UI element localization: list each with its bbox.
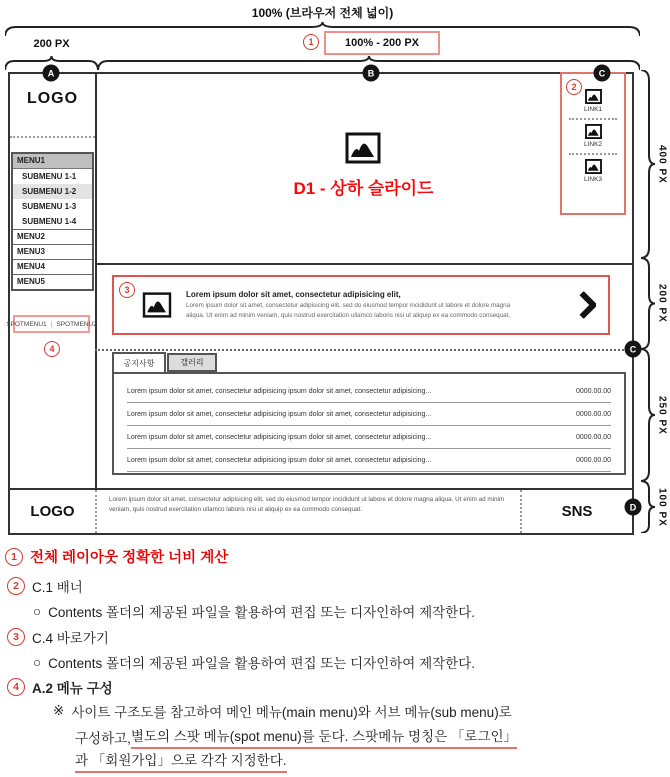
note-marker-1: 1 [5, 548, 23, 566]
logo-divider [10, 136, 95, 138]
note-underlined-text: 과 「회원가입」으로 각각 지정한다. [75, 749, 287, 773]
row-text: Lorem ipsum dolor sit amet, consectetur adipisicing ipsum dolor sit amet, consectetur adipisicing... [127, 387, 432, 395]
badge-d: D [625, 499, 642, 516]
footer [10, 490, 632, 533]
note-1 [5, 546, 228, 567]
board-row[interactable] [127, 449, 611, 472]
banner-content [142, 277, 521, 333]
note-4-detail-line1 [53, 701, 512, 721]
row-text: Lorem ipsum dolor sit amet, consectetur adipisicing ipsum dolor sit amet, consectetur adipisicing... [127, 410, 432, 418]
banner-body: Lorem ipsum dolor sit amet, consectetur adipisicing elit, sed do eiusmod tempor incididunt ut labore et dolore magna aliqua. Ut enim ad minim veniam, quis nostrud exercitation ullamco laboris nisi ut aliquip ex ea commodo consequat. [186, 302, 511, 319]
banner-links-box [560, 72, 626, 215]
note-text: A.2 메뉴 구성 [32, 681, 113, 696]
slide-caption: D1 - 상하 슬라이드 [293, 179, 434, 198]
banner-title: Lorem ipsum dolor sit amet, consectetur adipisicing elit, [186, 290, 401, 300]
height-label-200: 200 PX [656, 284, 668, 323]
row-date: 0000.00.00 [575, 456, 611, 464]
note-underlined-text: 별도의 스팟 메뉴(spot menu)를 둔다. 스팟메뉴 명칭은 「로그인」 [131, 725, 517, 749]
content-width-label: 100% - 200 PX [324, 31, 440, 55]
menu-item-5[interactable]: MENU5 [13, 274, 92, 289]
row-date: 0000.00.00 [575, 387, 611, 395]
link2-image-icon [585, 124, 602, 139]
tab-notice[interactable]: 공지사항 [112, 352, 166, 372]
spot-menu-join[interactable]: SPOTMENU2 [56, 320, 97, 328]
brace-250px [641, 349, 655, 481]
note-4-detail-line3 [75, 749, 287, 773]
link-item-3[interactable] [562, 156, 624, 187]
sidebar-width-label: 200 PX [33, 38, 70, 50]
note-marker-4: 4 [7, 678, 25, 696]
note-bullet: ○ [33, 603, 42, 619]
tab-gallery[interactable]: 갤러리 [167, 353, 217, 372]
link3-image-icon [585, 159, 602, 174]
menu-item-1[interactable]: MENU1 [13, 154, 92, 169]
note-marker-2: 2 [7, 577, 25, 595]
board-list [112, 372, 626, 475]
board-row[interactable] [127, 380, 611, 403]
marker-1: 1 [303, 34, 319, 50]
link-label: LINK1 [583, 106, 603, 113]
note-bullet: ○ [33, 654, 42, 670]
layout-wireframe [8, 72, 634, 535]
chevron-right-icon[interactable] [579, 292, 596, 319]
spot-menu-login[interactable]: SPOTMENU1 [6, 320, 47, 328]
link-divider [569, 153, 617, 155]
note-3 [7, 627, 109, 647]
link1-image-icon [585, 89, 602, 104]
note-text: Contents 폴더의 제공된 파일을 활용하여 편집 또는 디자인하여 제작한다. [48, 605, 476, 620]
note-text: C.4 바로가기 [32, 631, 109, 646]
link-label: LINK2 [583, 141, 603, 148]
height-label-400: 400 PX [656, 144, 668, 184]
link-item-2[interactable] [562, 121, 624, 152]
marker-4: 4 [44, 341, 60, 357]
note-3-detail [33, 652, 475, 672]
note-marker-3: 3 [7, 628, 25, 646]
note-text: 사이트 구조도를 참고하여 메인 메뉴(main menu)와 서브 메뉴(sub menu)로 [71, 705, 512, 720]
menu-item-2[interactable]: MENU2 [13, 229, 92, 244]
board-tabs [112, 352, 217, 372]
menu-item-3[interactable]: MENU3 [13, 244, 92, 259]
row-text: Lorem ipsum dolor sit amet, consectetur adipisicing ipsum dolor sit amet, consectetur adipisicing... [127, 433, 432, 441]
banner-image-icon [142, 292, 172, 318]
submenu-item-1-4[interactable]: SUBMENU 1-4 [13, 214, 92, 229]
marker-2: 2 [566, 79, 582, 95]
note-text: Contents 폴더의 제공된 파일을 활용하여 편집 또는 디자인하여 제작한다. [48, 656, 476, 671]
board-row[interactable] [127, 426, 611, 449]
badge-a: A [43, 65, 60, 82]
note-2 [7, 576, 83, 596]
note-text: 전체 레이아웃 정확한 너비 계산 [30, 550, 229, 566]
note-text: 구성하고, [75, 731, 131, 746]
footer-text: Lorem ipsum dolor sit amet, consectetur adipisicing elit, sed do eiusmod tempor incididunt ut labore et dolore magna aliqua. Ut enim ad minim veniam, quis nostrud exercitation ullamco laboris nisi ut aliquip ex ea commodo consequat. [97, 490, 522, 533]
row-date: 0000.00.00 [575, 433, 611, 441]
row-text: Lorem ipsum dolor sit amet, consectetur adipisicing ipsum dolor sit amet, consectetur adipisicing... [127, 456, 432, 464]
brace-100px [641, 481, 655, 533]
spot-menu-divider: | [50, 320, 53, 328]
board-section-divider [95, 349, 632, 351]
link-label: LINK3 [583, 176, 603, 183]
shortcut-banner [112, 275, 610, 335]
footer-logo: LOGO [10, 490, 97, 533]
sidebar-divider [95, 74, 97, 488]
badge-c-top: C [594, 65, 611, 82]
height-label-100: 100 PX [656, 487, 668, 527]
full-width-label: 100% (브라우저 전체 넓이) [251, 6, 394, 20]
link-divider [569, 118, 617, 120]
note-text: C.1 배너 [32, 580, 83, 595]
submenu-item-1-1[interactable]: SUBMENU 1-1 [13, 169, 92, 184]
main-menu [11, 152, 94, 291]
slide-section-border [95, 263, 632, 265]
banner-text [186, 290, 521, 320]
note-4 [7, 677, 113, 697]
badge-c-side: C [625, 341, 642, 358]
slide-image-placeholder-icon [345, 132, 381, 164]
spot-menu [6, 315, 97, 333]
brace-200px [641, 258, 655, 349]
board-row[interactable] [127, 403, 611, 426]
sidebar-logo: LOGO [26, 90, 79, 107]
link-list [562, 86, 624, 187]
note-bullet: ※ [53, 703, 65, 718]
row-date: 0000.00.00 [575, 410, 611, 418]
footer-sns[interactable]: SNS [561, 503, 593, 520]
marker-3: 3 [119, 282, 135, 298]
submenu-item-1-3[interactable]: SUBMENU 1-3 [13, 199, 92, 214]
badge-b: B [363, 65, 380, 82]
brace-400px [641, 70, 655, 258]
height-label-250: 250 PX [656, 395, 668, 435]
brace-full-width [5, 22, 640, 37]
link-item-1[interactable] [562, 86, 624, 117]
note-2-detail [33, 601, 475, 621]
menu-item-4[interactable]: MENU4 [13, 259, 92, 274]
submenu-item-1-2[interactable]: SUBMENU 1-2 [13, 184, 92, 199]
note-4-detail-line2 [75, 725, 517, 749]
